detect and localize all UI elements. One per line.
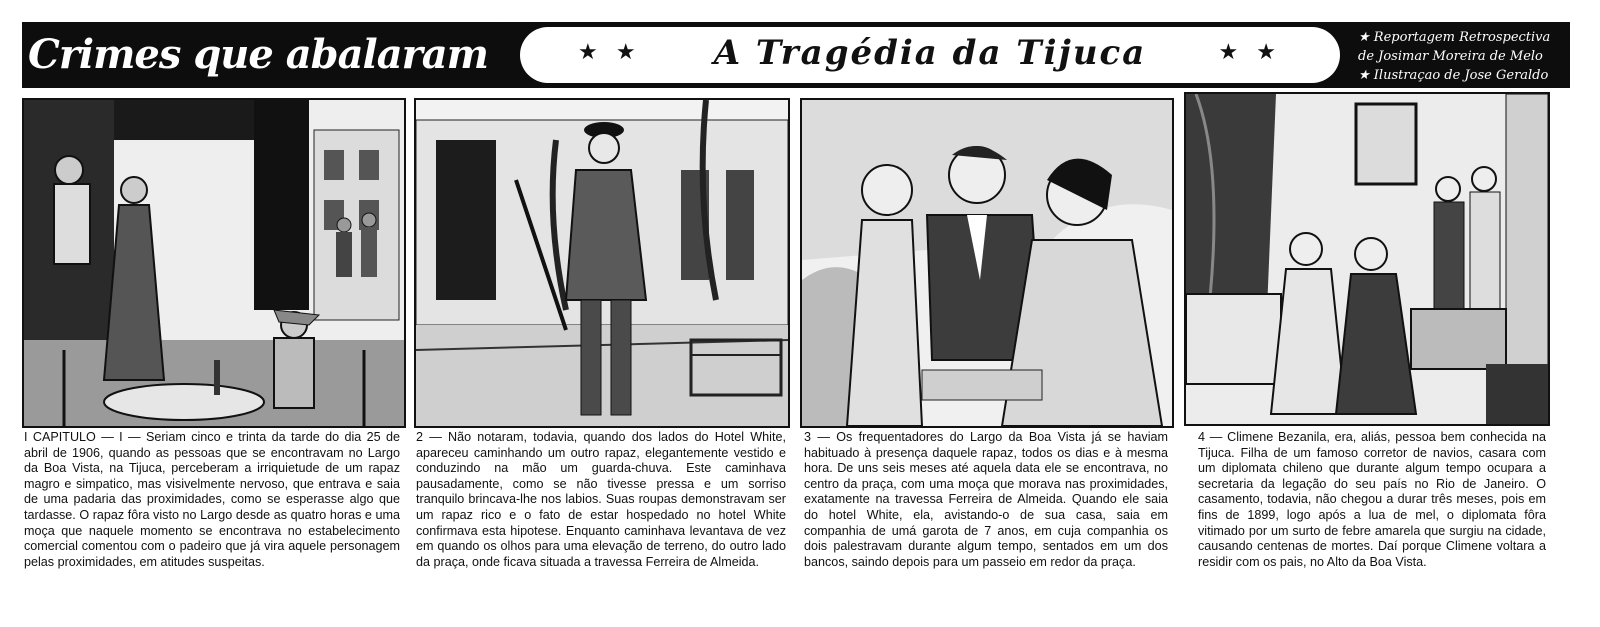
comic-panel-3 (800, 98, 1174, 428)
comic-panel-4 (1184, 92, 1550, 426)
couple-conversation-illustration (802, 100, 1172, 426)
caption-panel-4: 4 — Climene Bezanila, era, aliás, pessoa bem conhecida na Tijuca. Filha de um famoso corretor de navios, casara com um diplomata chileno que durante algum tempo ocupara a secretaria da legação do seu país no Rio de Janeiro. O casamento, todavia, não chegou a durar três meses, pois em fins de 1899, logo após a lua de mel, o diplomata fôra vitimado por um surto de febre amarela que surgiu na cidade, causando centenas de mortes. Daí porque Climene voltara a residir com os pais, no Alto da Boa Vista. (1198, 430, 1546, 569)
banner-arrow-shape (492, 22, 522, 88)
caption-panel-3: 3 — Os frequentadores do Largo da Boa Vista já se haviam habituado à presença daquele rapaz, todos os dias e à mesma hora. De uns seis meses até aquela data ele se encontrava, no centro da praça, com uma moça que morava nas proximidades, exatamente na travessa Ferreira de Almeida. Quando ele saia do hotel White, ela, avistando-o de sua casa, saia em companhia de umá garota de 7 anos, em cuja companhia os dois palestravam durante algum tempo, sentados em um dos bancos, saindo depois para um passeio em redor da praça. (804, 430, 1168, 569)
series-title: Crimes que abalaram (28, 31, 488, 78)
caption-panel-1: I CAPITULO — I — Seriam cinco e trinta da tarde do dia 25 de abril de 1906, quando as pessoas que se encontravam no Largo da Boa Vista, na Tijuca, perceberam a irriquietude de um rapaz magro e simpatico, mas visivelmente nervoso, que entrava e saia de uma padaria das proximidades, como se esperasse algo que tardasse. O rapaz fôra visto no Largo desde as quatro horas e uma moça que naquele momento se encontrava no estabelecimento comercial comentou com o padeiro que já vira aquele personagem pelas proximidades, em atitudes suspeitas. (24, 430, 400, 569)
title-banner (22, 22, 1570, 88)
credit-line: ★ Ilustraçao de Jose Geraldo (1358, 68, 1549, 83)
comic-panel-2 (414, 98, 790, 428)
stars-left-icon: ★ ★ (578, 39, 642, 64)
credit-line: de Josimar Moreira de Melo (1358, 49, 1543, 64)
walking-man-illustration (416, 100, 788, 426)
stars-right-icon: ★ ★ (1218, 39, 1282, 64)
interior-scene-illustration (1186, 94, 1548, 424)
bakery-scene-illustration (24, 100, 404, 426)
comic-panel-1 (22, 98, 406, 428)
story-title: A Tragédia da Tijuca (713, 33, 1147, 73)
credits (1358, 28, 1568, 85)
title-box (520, 27, 1340, 83)
caption-panel-2: 2 — Não notaram, todavia, quando dos lados do Hotel White, apareceu caminhando um outro rapaz, elegantemente vestido e conduzindo na mão um guarda-chuva. Este caminhava pausadamente, como se não tivesse pressa e um sorriso tranquilo brincava-lhe nos labios. Suas roupas demonstravam ser um rapaz rico e o fato de estar hospedado no hotel White confirmava esta hipotese. Enquanto caminhava levantava de vez em quando os olhos para uma elevação de terreno, do outro lado da praça, onde ficava situada a travessa Ferreira de Almeida. (416, 430, 786, 569)
credit-line: ★ Reportagem Retrospectiva (1358, 30, 1551, 45)
